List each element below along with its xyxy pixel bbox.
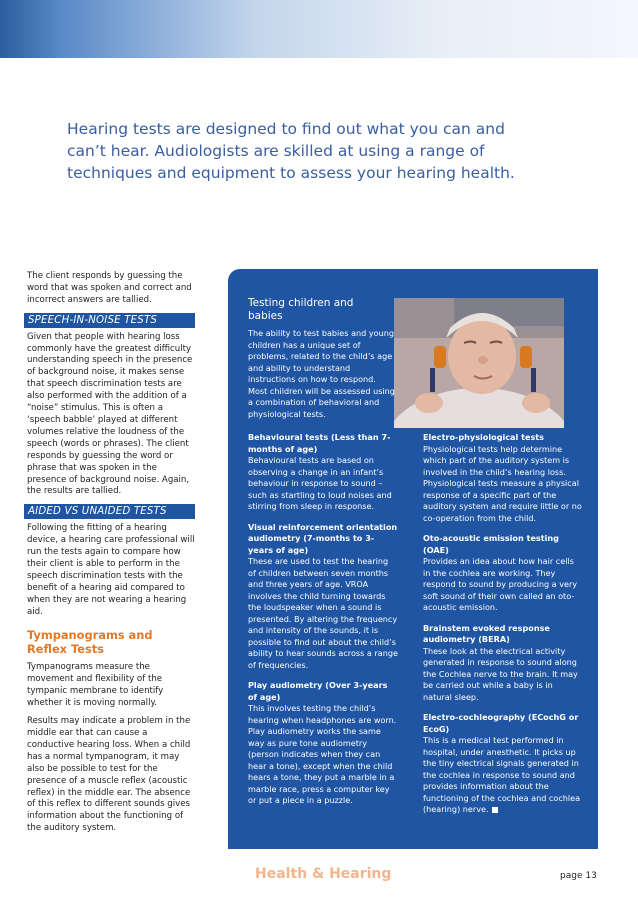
- test-text: These look at the electrical activity generated in response to sound along the Cochlea nerve to the brain. It may be carried out while a baby is in natural sleep.: [423, 645, 578, 702]
- test-heading: Electro-physiological tests: [423, 432, 544, 442]
- panel-intro: The ability to test babies and young children has a unique set of problems, related to the child’s age and ability to understand instructions on how to respond. Most children will be assessed using a combination of behavioral and physiological tests.: [248, 328, 395, 419]
- tympanograms-heading: Tympanograms and Reflex Tests: [27, 628, 153, 657]
- test-heading: Brainstem evoked response audiometry (BERA): [423, 622, 550, 644]
- left-paragraph: Given that people with hearing loss commonly have the greatest difficulty understanding speech in the presence of background noise, it makes sense that speech discrimination tests are also performed with the addition of a “noise” stimulus. This is often a ‘speech babble’ played at different volumes relative the loudness of the speech (words or phrases). The client responds by guessing the word or phrase that was spoken in the presence of background noise. Again, the results are tallied.: [27, 331, 193, 497]
- intro-text: Hearing tests are designed to find out what you can and can’t hear. Audiologists are skilled at using a range of techniques and equipment to assess your hearing health.: [67, 120, 515, 182]
- test-text: Physiological tests help determine which part of the auditory system is involved in the child’s hearing loss. Physiological tests measure a physical response of a specific part of the auditory system and require little or no co-operation from the child.: [423, 443, 582, 523]
- left-column: [27, 271, 195, 841]
- section-band-aided-vs-unaided: AIDED VS UNAIDED TESTS: [24, 504, 195, 519]
- left-paragraph: Following the fitting of a hearing device, a hearing care professional will run the tests again to compare how their client is able to perform in the speech discrimination tests with the benefit of a hearing aid compared to when they are not wearing a hearing aid.: [27, 523, 195, 617]
- left-paragraph: The client responds by guessing the word that was spoken and correct and incorrect answers are tallied.: [27, 271, 192, 305]
- panel-title: Testing children and babies: [248, 297, 354, 322]
- test-text: This involves testing the child’s hearing when headphones are worn. Play audiometry works the same way as pure tone audiometry (person indicates when they can hear a tone), except when the child hears a tone, they put a marble in a marble race, press a computer key or put a piece in a puzzle.: [248, 703, 397, 805]
- test-heading: Behavioural tests (Less than 7-months of age): [248, 432, 391, 454]
- left-paragraph: Tympanograms measure the movement and flexibility of the tympanic membrane to identify whether it is moving normally.: [27, 662, 164, 709]
- end-mark-icon: [492, 807, 498, 813]
- page-number: page 13: [560, 871, 597, 881]
- left-paragraph: Results may indicate a problem in the middle ear that can cause a conductive hearing loss. When a child has a normal tympanogram, it may also be possible to test for the presence of a muscle reflex (acoustic reflex) in the middle ear. The absence of this reflex to different sounds gives information about the functioning of the auditory system.: [27, 716, 191, 834]
- test-text: Behavioural tests are based on observing a change in an infant’s behaviour in response to sound – such as startling to loud noises and stirring from sleep in response.: [248, 455, 392, 511]
- test-heading: Oto-acoustic emission testing (OAE): [423, 533, 559, 555]
- baby-hearing-test-photo: [394, 298, 564, 428]
- test-text: These are used to test the hearing of children between seven months and three years of age. VROA involves the child turning towards the loudspeaker when a sound is presented. By altering the frequency and intensity of the sounds, it is possible to find out about the child’s ability to hear sounds across a range of frequencies.: [248, 556, 398, 670]
- test-text: Provides an idea about how hair cells in the cochlea are working. They respond to sound by producing a very soft sound of their own called an oto-acoustic emission.: [423, 556, 578, 612]
- publication-title: Health & Hearing: [255, 866, 392, 882]
- test-heading: Electro-cochleography (ECochG or EcoG): [423, 712, 579, 734]
- test-text: [423, 735, 583, 816]
- test-heading: Visual reinforcement orientation audiometry (7-months to 3-years of age): [248, 521, 398, 555]
- test-text-body: This is a medical test performed in hospital, under anesthetic. It picks up the tiny electrical signals generated in the cochlea in response to sound and provides information about the functioning of the cochlea and cochlea (hearing) nerve.: [423, 735, 581, 814]
- test-heading: Play audiometry (Over 3-years of age): [248, 680, 388, 702]
- panel-column-behavioural: [248, 432, 398, 816]
- section-band-speech-in-noise: SPEECH-IN-NOISE TESTS: [24, 313, 195, 328]
- header-gradient-band: [0, 0, 638, 58]
- panel-column-physiological: [423, 432, 583, 825]
